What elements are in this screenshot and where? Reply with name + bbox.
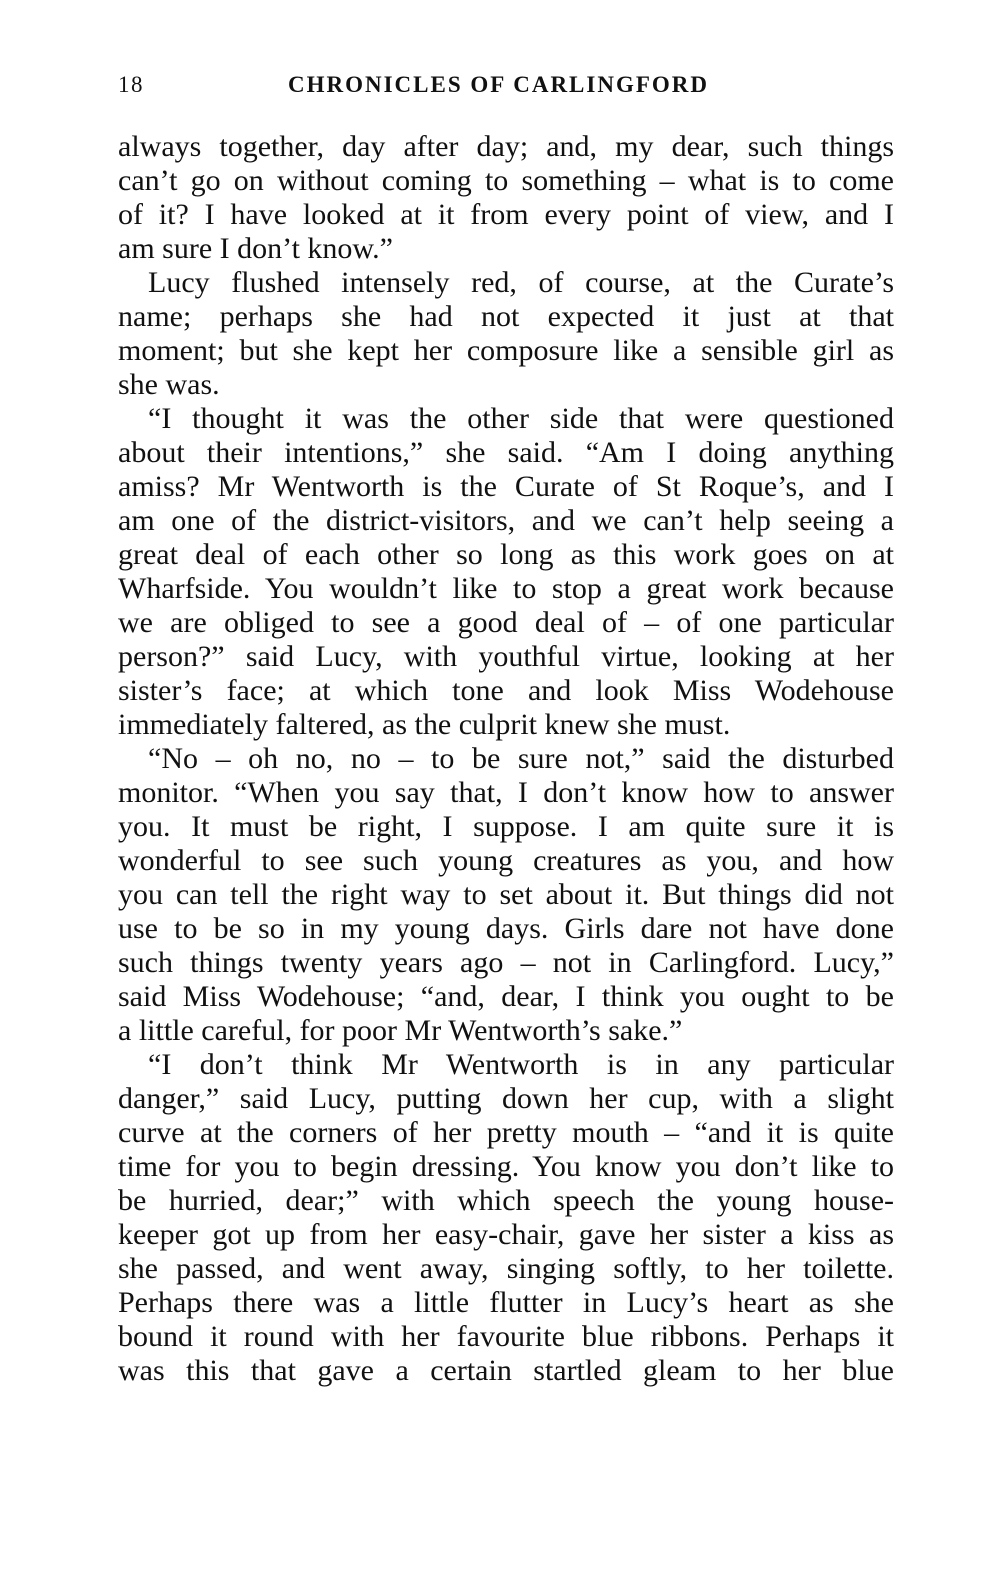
text-line: was this that gave a certain startled gleam to her blue [118,1354,894,1387]
text-line: am one of the district-visitors, and we can’t help seeing a [118,504,894,537]
text-line: said Miss Wodehouse; “and, dear, I think you ought to be [118,980,894,1013]
text-line: Perhaps there was a little flutter in Lucy’s heart as she [118,1286,894,1319]
running-head [118,72,894,106]
text-line: you can tell the right way to set about it. But things did not [118,878,894,911]
text-line: amiss? Mr Wentworth is the Curate of St Roque’s, and I [118,470,894,503]
text-line: monitor. “When you say that, I don’t know how to answer [118,776,894,809]
text-line: bound it round with her favourite blue ribbons. Perhaps it [118,1320,894,1353]
text-line: Lucy flushed intensely red, of course, at the Curate’s [148,266,894,299]
text-line: am sure I don’t know.” [118,232,393,265]
text-line: use to be so in my young days. Girls dare not have done [118,912,894,945]
text-line: person?” said Lucy, with youthful virtue, looking at her [118,640,894,673]
text-line: “I thought it was the other side that were questioned [148,402,894,435]
text-line: be hurried, dear;” with which speech the young house- [118,1184,894,1217]
text-line: immediately faltered, as the culprit knew she must. [118,708,731,741]
text-line: time for you to begin dressing. You know you don’t like to [118,1150,894,1183]
text-line: “I don’t think Mr Wentworth is in any particular [148,1048,894,1081]
text-line: keeper got up from her easy-chair, gave her sister a kiss as [118,1218,894,1251]
text-line: a little careful, for poor Mr Wentworth’s sake.” [118,1014,683,1047]
book-title: CHRONICLES OF CARLINGFORD [288,72,710,97]
text-line: sister’s face; at which tone and look Miss Wodehouse [118,674,894,707]
text-line: wonderful to see such young creatures as you, and how [118,844,894,877]
text-line: such things twenty years ago – not in Carlingford. Lucy,” [118,946,894,979]
text-line: danger,” said Lucy, putting down her cup, with a slight [118,1082,894,1115]
text-line: of it? I have looked at it from every point of view, and I [118,198,894,231]
text-line: you. It must be right, I suppose. I am quite sure it is [118,810,894,843]
text-line: about their intentions,” she said. “Am I doing anything [118,436,894,469]
text-line: always together, day after day; and, my dear, such things [118,130,894,163]
text-line: curve at the corners of her pretty mouth – “and it is quite [118,1116,894,1149]
text-line: “No – oh no, no – to be sure not,” said the disturbed [148,742,894,775]
text-line: moment; but she kept her composure like a sensible girl as [118,334,894,367]
text-line: she was. [118,368,220,401]
page-number: 18 [118,72,144,97]
text-line: Wharfside. You wouldn’t like to stop a great work because [118,572,894,605]
text-line: we are obliged to see a good deal of – of one particular [118,606,894,639]
text-line: can’t go on without coming to something – what is to come [118,164,894,197]
body-text [118,130,894,1388]
text-line: name; perhaps she had not expected it just at that [118,300,894,333]
text-line: great deal of each other so long as this work goes on at [118,538,894,571]
text-line: she passed, and went away, singing softly, to her toilette. [118,1252,894,1285]
